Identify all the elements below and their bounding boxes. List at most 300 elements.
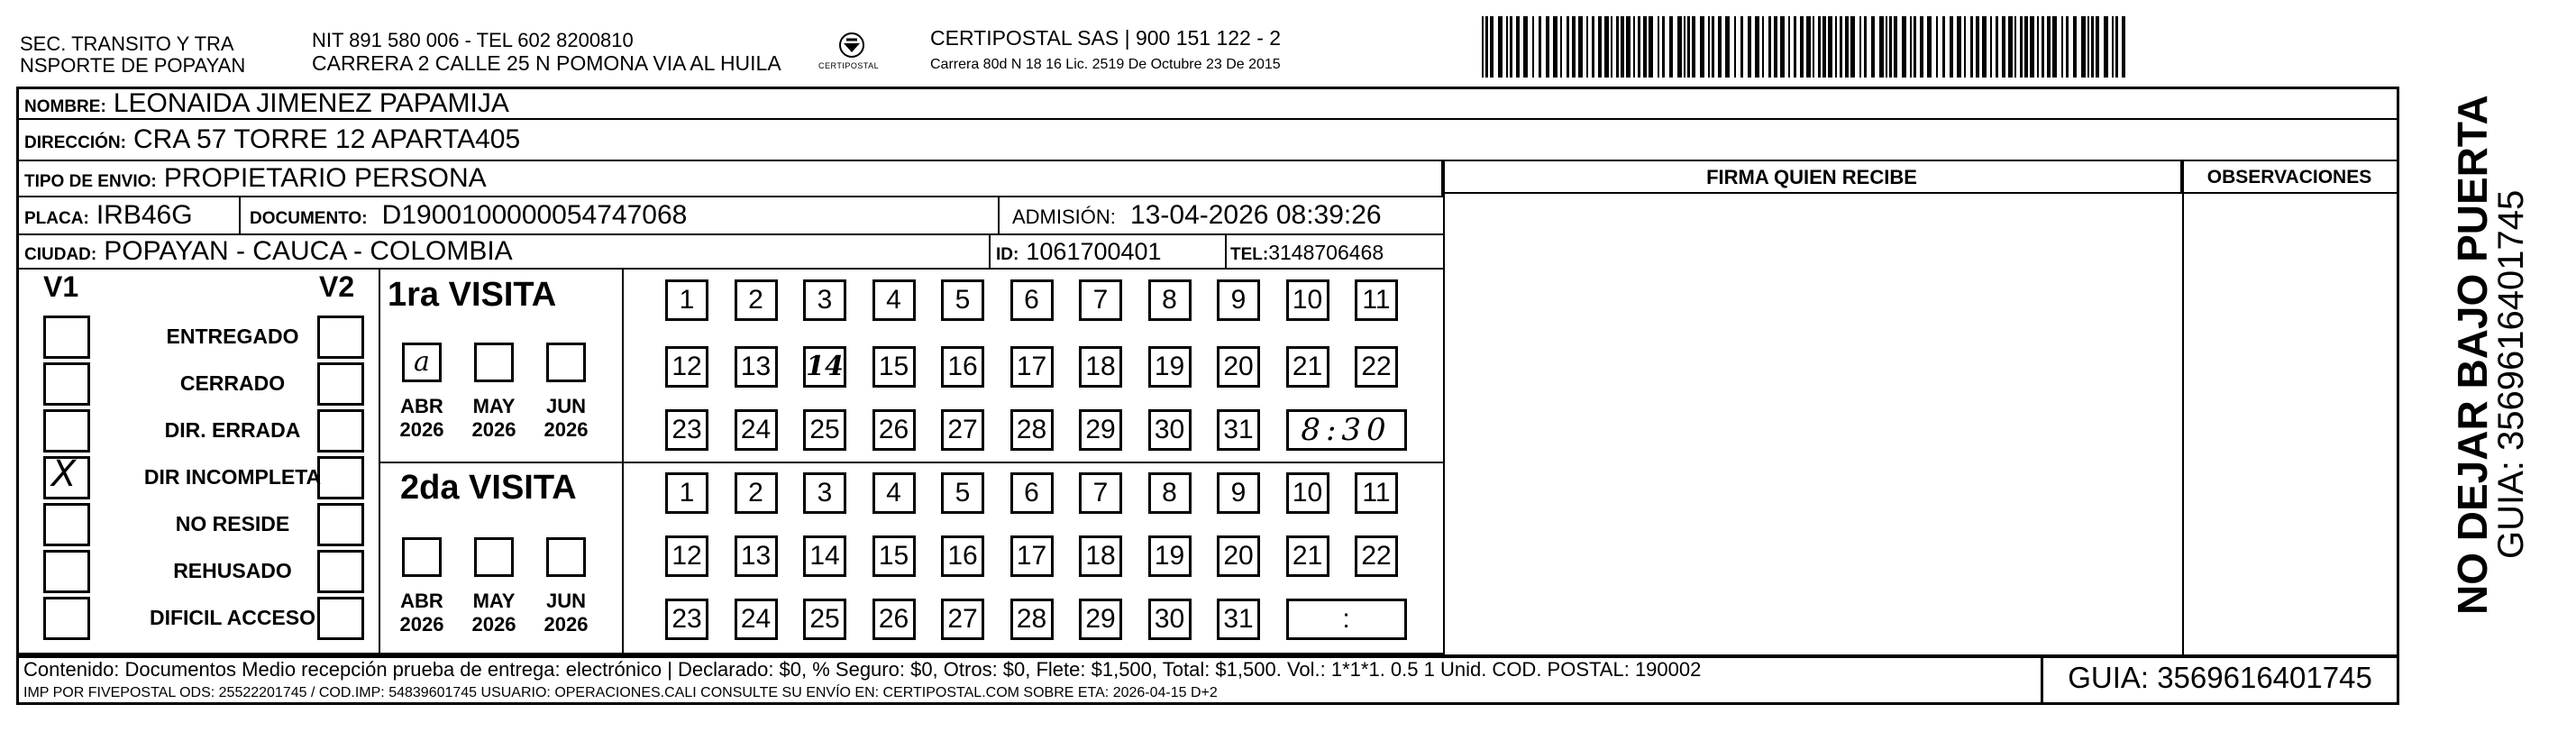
visit1-day-box[interactable] [665,279,708,321]
barcode-bar [1840,16,1842,78]
barcode-bar [1532,16,1534,78]
visit1-month-checkbox[interactable] [402,343,442,382]
barcode-bar [1506,16,1508,78]
status-v1-checkbox[interactable] [43,597,90,640]
visit2-day-box[interactable] [735,599,778,640]
visit2-day-box[interactable] [735,472,778,514]
status-v2-checkbox[interactable] [317,503,364,546]
visit1-day-box[interactable] [1079,346,1122,388]
address-line: CARRERA 2 CALLE 25 N POMONA VIA AL HUILA [312,51,781,75]
visit2-day-box[interactable] [1010,535,1054,577]
visit1-day-number: 10 [1292,285,1323,315]
barcode-bar [2087,16,2089,78]
barcode-bar [1859,16,1861,78]
handwritten-day: 14 [806,351,844,382]
status-label: CERRADO [179,371,286,395]
barcode-bar [2091,16,2094,78]
barcode-bar [2030,16,2034,78]
visit2-day-number: 17 [1016,541,1047,571]
status-v1-checkbox[interactable] [43,453,90,499]
barcode-bar [1616,16,1619,78]
visit2-day-box[interactable] [941,599,984,640]
placa-value: IRB46G [96,200,193,230]
ciudad-value: POPAYAN - CAUCA - COLOMBIA [104,236,513,266]
visit1-day-box[interactable] [1148,409,1192,451]
sender-line-1: SEC. TRANSITO Y TRA [20,32,234,55]
placa-label: PLACA: [24,209,89,228]
nombre-value: LEONAIDA JIMENEZ PAPAMIJA [113,89,509,118]
visit1-day-box[interactable] [1217,409,1260,451]
visit-divider [379,462,1443,463]
visit2-day-box[interactable] [1010,599,1054,640]
barcode-bar [1485,16,1488,78]
visit2-month-checkbox[interactable] [474,537,514,577]
barcode-bar [1482,16,1484,78]
barcode-bar [1649,16,1653,78]
visit1-day-number: 9 [1230,285,1247,315]
visit2-day-box[interactable] [1148,472,1192,514]
handwritten-mark: X [51,453,77,495]
barcode-bar [2002,16,2005,78]
barcode-bar [2024,16,2028,78]
visit2-day-box[interactable] [1217,472,1260,514]
visit1-time-value: 8:30 [1301,412,1392,448]
status-label: DIR. ERRADA [164,418,301,442]
barcode-bar [1780,16,1785,78]
status-v1-checkbox[interactable] [43,362,90,406]
barcode-bar [1516,16,1520,78]
barcode-bar [1822,16,1826,78]
sender-line-2: NSPORTE DE POPAYAN [20,54,246,77]
visit1-time-box[interactable] [1286,409,1407,451]
barcode-bar [1970,16,1973,78]
visit2-day-box[interactable] [1148,599,1192,640]
barcode [1482,16,2131,78]
barcode-bar [1818,16,1821,78]
barcode-bar [1572,16,1576,78]
barcode-bar [1687,16,1690,78]
visit2-day-number: 22 [1361,541,1392,571]
admision-field [998,197,1382,233]
visit2-day-number: 12 [671,541,702,571]
visit1-day-number: 5 [955,285,971,315]
visit1-day-number: 28 [1016,415,1047,444]
barcode-bar [1835,16,1837,78]
barcode-bar [1638,16,1640,78]
barcode-bar [2042,16,2044,78]
visit1-day-box[interactable] [1079,409,1122,451]
visit1-day-box[interactable] [941,346,984,388]
barcode-bar [1546,16,1549,78]
barcode-bar [1567,16,1569,78]
imp-text: IMP POR FIVEPOSTAL ODS: 25522201745 / COD.IMP: 54839601745 USUARIO: OPERACIONES.CALI CONSULTE SU ENVÍO EN: CERTIPOSTAL.COM SOBRE ETA: 2026-04-15 D+2 [23,685,1218,700]
v1-label: V1 [43,270,79,303]
visit2-day-number: 29 [1085,604,1116,634]
visit1-day-box[interactable] [872,346,916,388]
visit2-day-box[interactable] [1217,535,1260,577]
visit1-title: 1ra VISITA [388,276,557,314]
logo-text: CERTIPOSTAL [818,61,880,70]
visit2-day-box[interactable] [872,535,916,577]
certipostal-logo [817,27,887,78]
visit1-day-number: 15 [878,352,909,381]
visit1-month-year: 2026 [471,418,516,441]
status-v1-checkbox[interactable] [43,503,90,546]
visit1-day-box[interactable] [1010,279,1054,321]
barcode-bar [1927,16,1932,78]
visit1-day-number: 29 [1085,415,1116,444]
status-label: REHUSADO [173,559,292,582]
barcode-bar [1806,16,1811,78]
barcode-bar [1643,16,1647,78]
placa-field [24,197,193,235]
visit2-day-number: 6 [1024,478,1039,508]
barcode-bar [1633,16,1635,78]
visit1-day-number: 22 [1361,352,1392,381]
visit1-day-number: 11 [1362,285,1391,315]
visit2-day-box[interactable] [1148,535,1192,577]
visit2-time-value: : [1342,604,1350,634]
firma-label: FIRMA QUIEN RECIBE [1443,161,2182,194]
visit1-day-box[interactable] [941,279,984,321]
barcode-bar [1626,16,1631,78]
visit1-day-number: 2 [748,285,763,315]
visit1-day-box[interactable] [1286,279,1329,321]
visit1-day-box[interactable] [872,409,916,451]
barcode-bar [2061,16,2063,78]
visit1-day-box[interactable] [665,409,708,451]
visit2-day-number: 3 [817,478,833,508]
barcode-bar [1662,16,1665,78]
barcode-bar [1718,16,1722,78]
barcode-bar [2008,16,2013,78]
visit1-day-number: 16 [947,352,978,381]
barcode-bar [2112,16,2114,78]
visit1-day-number: 31 [1223,415,1254,444]
barcode-bar [1553,16,1557,78]
nombre-label: NOMBRE: [24,97,106,116]
nit-line: NIT 891 580 006 - TEL 602 8200810 [312,29,634,51]
visit2-day-box[interactable] [803,472,846,514]
barcode-bar [2066,16,2069,78]
visit1-day-number: 25 [809,415,840,444]
status-v2-checkbox[interactable] [317,409,364,453]
visit2-day-number: 1 [679,478,695,508]
direccion-row [19,120,2397,161]
visit2-day-box[interactable] [872,472,916,514]
barcode-bar [1976,16,1979,78]
guia-box: GUIA: 3569616401745 [2041,654,2399,705]
barcode-bar [1712,16,1714,78]
visit1-month-label: MAY [472,395,516,417]
visit2-month-label: JUN [545,590,586,612]
visit2-day-box[interactable] [1010,472,1054,514]
visit1-day-number: 21 [1292,352,1323,381]
handwritten-mark: a [414,346,430,378]
visit1-day-box[interactable] [1079,279,1122,321]
barcode-bar [1879,16,1884,78]
barcode-bar [1692,16,1695,78]
barcode-bar [1748,16,1751,78]
barcode-bar [1845,16,1849,78]
visit2-month-year: 2026 [544,613,589,636]
barcode-bar [2081,16,2086,78]
visit2-day-box[interactable] [665,472,708,514]
barcode-bar [1708,16,1710,78]
barcode-bar [1523,16,1528,78]
barcode-bar [2014,16,2016,78]
barcode-bar [1990,16,1992,78]
barcode-bar [1490,16,1494,78]
barcode-bar [1578,16,1583,78]
barcode-bar [1658,16,1659,78]
firma-area[interactable] [1445,194,2182,654]
visit1-day-box[interactable] [1217,279,1260,321]
status-v2-checkbox[interactable] [317,362,364,406]
visit1-day-number: 12 [671,352,702,381]
visit2-day-box[interactable] [803,535,846,577]
no-dejar-warning: NO DEJAR BAJO PUERTA [2449,95,2496,615]
visit2-day-number: 9 [1230,478,1247,508]
barcode-bar [1604,16,1609,78]
visit1-day-number: 3 [817,285,833,315]
ciudad-label: CIUDAD: [24,245,97,264]
barcode-bar [1592,16,1594,78]
barcode-bar [1828,16,1832,78]
visit1-day-box[interactable] [1148,346,1192,388]
visit2-day-number: 15 [878,541,909,571]
admision-value: 13-04-2026 08:39:26 [1130,200,1382,230]
visit2-month-year: 2026 [471,613,516,636]
ciudad-field [24,235,513,270]
barcode-bar [2052,16,2057,78]
barcode-bar [1957,16,1961,78]
tipo-envio-row [19,161,1443,197]
visit1-day-number: 20 [1223,352,1254,381]
visit1-day-number: 18 [1085,352,1116,381]
barcode-bar [1725,16,1730,78]
status-v2-checkbox[interactable] [317,316,364,359]
visit2-day-number: 4 [886,478,901,508]
visit2-day-box[interactable] [941,535,984,577]
visit2-day-number: 28 [1016,604,1047,634]
visit1-day-number: 19 [1154,352,1185,381]
visit1-day-number: 24 [740,415,772,444]
barcode-bar [1560,16,1562,78]
visit1-day-box[interactable] [803,409,846,451]
visit1-day-number: 17 [1016,352,1047,381]
visit1-day-number: 27 [947,415,978,444]
barcode-bar [2020,16,2023,78]
barcode-bar [1598,16,1602,78]
documento-value: D1900100000054747068 [381,200,688,230]
barcode-bar [1740,16,1743,78]
visit2-day-box[interactable] [1079,535,1122,577]
visit1-day-box[interactable] [1010,409,1054,451]
v2-label: V2 [319,270,355,303]
visit2-day-box[interactable] [1079,599,1122,640]
barcode-bar [2122,16,2125,78]
visit2-month-checkbox[interactable] [546,537,586,577]
visit2-day-box[interactable] [872,599,916,640]
visit2-day-number: 2 [748,478,763,508]
visit1-day-box[interactable] [803,346,846,388]
barcode-bar [1755,16,1759,78]
visit2-day-box[interactable] [665,599,708,640]
status-v1-checkbox[interactable] [43,316,90,359]
visit1-month-label: JUN [545,395,586,417]
barcode-bar [2096,16,2099,78]
barcode-bar [1850,16,1855,78]
visit2-day-number: 16 [947,541,978,571]
visit2-time-box[interactable] [1286,599,1407,640]
barcode-bar [1510,16,1512,78]
tipo-envio-value: PROPIETARIO PERSONA [163,163,487,193]
visit1-day-box[interactable] [1286,346,1329,388]
visit1-day-number: 1 [679,285,695,315]
status-v2-checkbox[interactable] [317,456,364,499]
barcode-bar [1902,16,1906,78]
status-v1-checkbox[interactable] [43,550,90,593]
barcode-bar [1774,16,1777,78]
observaciones-label: OBSERVACIONES [2182,161,2397,194]
visit2-month-checkbox[interactable] [402,537,442,577]
visit2-day-box[interactable] [1217,599,1260,640]
visit2-day-number: 14 [809,541,840,571]
visit2-day-number: 13 [740,541,772,571]
barcode-bar [2047,16,2051,78]
visit2-month-year: 2026 [399,613,444,636]
visit2-day-number: 26 [878,604,909,634]
nombre-row [19,89,2397,120]
barcode-bar [1889,16,1892,78]
visit2-day-number: 19 [1154,541,1185,571]
visit2-month-label: ABR [400,590,443,612]
status-label: ENTREGADO [166,325,299,348]
visit2-day-number: 31 [1223,604,1254,634]
tel-value: 3148706468 [1268,241,1384,264]
visit2-day-box[interactable] [1355,472,1398,514]
visit2-day-number: 18 [1085,541,1116,571]
barcode-bar [1768,16,1771,78]
documento-label: DOCUMENTO: [250,209,368,228]
barcode-bar [1788,16,1790,78]
visit1-day-box[interactable] [1010,346,1054,388]
documento-field [239,197,687,233]
barcode-bar [1669,16,1673,78]
visit1-month-year: 2026 [544,418,589,441]
visit1-month-year: 2026 [399,418,444,441]
visit2-day-number: 20 [1223,541,1254,571]
ciudad-row [19,235,1443,270]
visit1-day-box[interactable] [665,346,708,388]
barcode-bar [2104,16,2108,78]
admision-label: ADMISIÓN: [1012,206,1116,228]
visit2-day-box[interactable] [803,599,846,640]
barcode-bar [1894,16,1897,78]
visit1-day-box[interactable] [735,409,778,451]
visit1-day-box[interactable] [1217,346,1260,388]
visit2-day-number: 30 [1154,604,1185,634]
visit1-day-box[interactable] [872,279,916,321]
direccion-value: CRA 57 TORRE 12 APARTA405 [133,124,521,154]
tipo-envio-label: TIPO DE ENVIO: [24,172,157,191]
visit1-day-box[interactable] [941,409,984,451]
visit1-month-checkbox[interactable] [546,343,586,382]
direccion-label: DIRECCIÓN: [24,133,126,152]
visit1-month-checkbox[interactable] [474,343,514,382]
footer-frame [16,655,2399,705]
visit2-title: 2da VISITA [400,469,577,507]
barcode-bar [1813,16,1814,78]
barcode-bar [1964,16,1966,78]
visit2-day-box[interactable] [665,535,708,577]
visit2-day-box[interactable] [1355,535,1398,577]
visit2-day-number: 21 [1292,541,1323,571]
id-value: 1061700401 [1026,238,1162,265]
visit1-day-box[interactable] [1355,279,1398,321]
visit1-day-box[interactable] [735,346,778,388]
carrier-line: CERTIPOSTAL SAS | 900 151 122 - 2 [930,26,1282,50]
status-label: NO RESIDE [175,512,290,535]
barcode-bar [2037,16,2039,78]
barcode-bar [1950,16,1953,78]
visit2-day-box[interactable] [1286,535,1329,577]
barcode-bar [1800,16,1804,78]
visit1-day-number: 26 [878,415,909,444]
barcode-bar [1920,16,1923,78]
barcode-bar [1936,16,1938,78]
tel-field [1225,235,1384,268]
barcode-bar [2115,16,2118,78]
visit2-day-number: 10 [1292,478,1323,508]
visit2-day-number: 23 [671,604,702,634]
visit1-day-box[interactable] [1148,279,1192,321]
visit2-day-number: 24 [740,604,772,634]
visit1-day-number: 13 [740,352,772,381]
barcode-bar [1700,16,1704,78]
barcode-bar [1734,16,1736,78]
visit2-day-number: 27 [947,604,978,634]
observaciones-area[interactable] [2184,194,2397,654]
visit1-day-box[interactable] [1355,346,1398,388]
visit1-day-box[interactable] [803,279,846,321]
visit2-day-number: 8 [1162,478,1177,508]
barcode-bar [1611,16,1612,78]
id-label: ID: [996,245,1019,264]
visit1-day-number: 8 [1162,285,1177,315]
tel-label: TEL: [1230,245,1269,264]
status-v2-checkbox[interactable] [317,597,364,640]
carrier-address: Carrera 80d N 18 16 Lic. 2519 De Octubre 23 De 2015 [930,57,1281,72]
barcode-bar [1910,16,1912,78]
barcode-bar [1871,16,1875,78]
visit2-day-box[interactable] [1079,472,1122,514]
visit2-day-box[interactable] [941,472,984,514]
status-v2-checkbox[interactable] [317,550,364,593]
visit1-day-box[interactable] [735,279,778,321]
barcode-bar [1498,16,1503,78]
barcode-bar [2073,16,2077,78]
visit2-day-box[interactable] [735,535,778,577]
visit2-day-number: 7 [1092,478,1109,508]
visit2-day-box[interactable] [1286,472,1329,514]
status-label: DIR INCOMPLETA [143,465,322,489]
status-v1-checkbox[interactable] [43,409,90,453]
barcode-bar [1677,16,1682,78]
visit1-day-number: 4 [886,285,901,315]
barcode-bar [1762,16,1764,78]
